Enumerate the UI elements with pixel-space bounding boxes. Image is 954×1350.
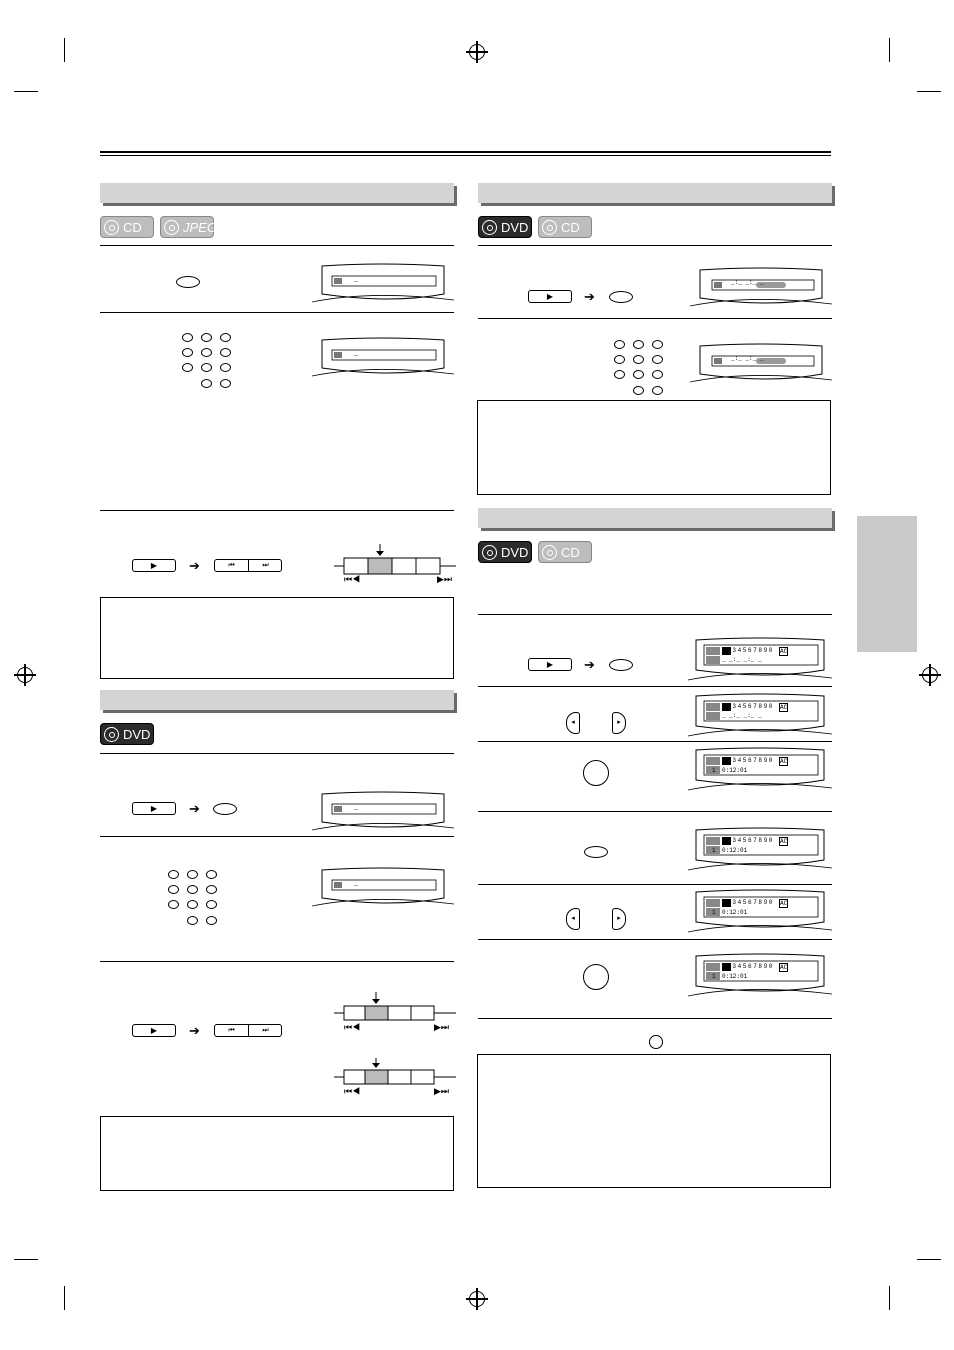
- crop-mark: [14, 91, 38, 92]
- number-key-1[interactable]: [614, 340, 625, 349]
- crop-mark: [917, 91, 941, 92]
- crop-mark: [917, 1259, 941, 1260]
- number-key-8[interactable]: [187, 900, 198, 909]
- note-box: [100, 1116, 454, 1191]
- badge-label: JPEG: [183, 220, 217, 235]
- skip-back-icon: ⏮: [228, 1027, 235, 1034]
- next-track-icon: ▶⏭: [434, 1022, 450, 1032]
- badge-label: CD: [561, 545, 580, 560]
- osd-track-number: 1: [712, 847, 716, 854]
- divider: [478, 811, 832, 812]
- right-button[interactable]: ▸: [612, 908, 626, 930]
- number-key-7[interactable]: [614, 370, 625, 379]
- next-track-icon: ▶⏭: [434, 1086, 450, 1096]
- registration-mark-icon: [17, 667, 33, 683]
- osd-time-entry: _:_ _:_ _: [731, 355, 764, 362]
- divider: [100, 961, 454, 962]
- divider: [100, 510, 454, 511]
- osd-marker-list: 1 2 3 4 5 6 7 8 9 0: [722, 757, 772, 764]
- disc-icon: [542, 220, 557, 235]
- crop-mark: [889, 38, 890, 62]
- number-key-6[interactable]: [206, 885, 217, 894]
- cd-badge: [100, 216, 154, 238]
- osd-entry: _: [354, 880, 359, 888]
- osd-time: 0:12:01: [722, 973, 748, 980]
- number-key-2[interactable]: [187, 870, 198, 879]
- registration-mark-icon: [922, 667, 938, 683]
- number-key-5[interactable]: [633, 355, 644, 364]
- tv-screen: [312, 790, 454, 834]
- osd-entry: _: [354, 350, 359, 358]
- badge-label: DVD: [501, 220, 529, 235]
- section-header: [478, 183, 832, 203]
- divider: [478, 245, 832, 246]
- divider: [100, 836, 454, 837]
- osd-audio-tag: AC: [780, 900, 788, 907]
- tv-screen: [690, 266, 832, 310]
- tv-screen: [688, 952, 832, 1000]
- prev-track-icon: ⏮◀: [344, 1086, 361, 1096]
- tv-screen: [690, 342, 832, 386]
- number-key-4[interactable]: [614, 355, 625, 364]
- skip-back-icon: ⏮: [228, 562, 235, 569]
- number-key-plus10[interactable]: [220, 379, 231, 388]
- osd-marker-list: 1 2 3 4 5 6 7 8 9 0: [722, 837, 772, 844]
- tv-screen: [312, 866, 454, 910]
- number-key-5[interactable]: [201, 348, 212, 357]
- badge-label: CD: [561, 220, 580, 235]
- disc-icon: [104, 727, 119, 742]
- registration-mark-icon: [469, 1291, 485, 1307]
- tv-screen: [312, 262, 454, 306]
- divider: [100, 312, 454, 313]
- osd-audio-tag: AC: [780, 648, 788, 655]
- disc-icon: [482, 545, 497, 560]
- jpeg-badge: [160, 216, 217, 238]
- osd-track-number: 1: [712, 909, 716, 916]
- skip-forward-icon: ⏭: [262, 1027, 269, 1034]
- skip-forward-icon: ⏭: [262, 562, 269, 569]
- crop-mark: [64, 38, 65, 62]
- osd-entry: _: [354, 804, 359, 812]
- section-header: [100, 183, 454, 203]
- number-key-5[interactable]: [187, 885, 198, 894]
- divider: [478, 741, 832, 742]
- osd-marker-list: 1 2 3 4 5 6 7 8 9 0: [722, 703, 772, 710]
- skip-button[interactable]: [214, 559, 282, 572]
- osd-audio-tag: AC: [780, 964, 788, 971]
- play-button[interactable]: ▶: [528, 658, 572, 671]
- osd-time: _ _:_ _:_ _: [722, 712, 762, 719]
- divider: [478, 614, 832, 615]
- play-button[interactable]: ▶: [132, 802, 176, 815]
- play-button[interactable]: ▶: [132, 1024, 176, 1037]
- disc-icon: [104, 220, 119, 235]
- enter-button[interactable]: [583, 760, 609, 786]
- number-key-3[interactable]: [220, 333, 231, 342]
- disc-icon: [164, 220, 179, 235]
- number-key-plus10[interactable]: [652, 386, 663, 395]
- osd-marker-list: 1 2 3 4 5 6 7 8 9 0: [722, 647, 772, 654]
- divider: [478, 686, 832, 687]
- registration-mark-icon: [469, 44, 485, 60]
- note-box: [100, 597, 454, 679]
- prev-track-icon: ⏮◀: [344, 574, 361, 584]
- number-key-4[interactable]: [182, 348, 193, 357]
- number-key-8[interactable]: [201, 363, 212, 372]
- number-key-2[interactable]: [633, 340, 644, 349]
- dvd-badge: [100, 723, 154, 745]
- number-key-plus10[interactable]: [206, 916, 217, 925]
- arrow-icon: ➔: [189, 558, 200, 573]
- crop-mark: [14, 1259, 38, 1260]
- crop-mark: [889, 1286, 890, 1310]
- tv-screen: [688, 746, 832, 794]
- osd-marker-list: 1 2 3 4 5 6 7 8 9 0: [722, 899, 772, 906]
- note-box: [477, 400, 831, 495]
- remote-button[interactable]: [176, 276, 200, 288]
- disc-icon: [542, 545, 557, 560]
- note-box: [477, 1054, 831, 1188]
- tv-screen: [688, 826, 832, 874]
- divider: [478, 939, 832, 940]
- inline-button-icon: [649, 1035, 663, 1049]
- left-button[interactable]: ◂: [566, 908, 580, 930]
- osd-marker-list: 1 2 3 4 5 6 7 8 9 0: [722, 963, 772, 970]
- arrow-icon: ➔: [189, 1023, 200, 1038]
- skip-button[interactable]: [214, 1024, 282, 1037]
- arrow-icon: ➔: [584, 289, 595, 304]
- play-button[interactable]: ▶: [132, 559, 176, 572]
- number-key-6[interactable]: [220, 348, 231, 357]
- osd-audio-tag: AC: [780, 704, 788, 711]
- number-key-2[interactable]: [201, 333, 212, 342]
- number-key-0[interactable]: [633, 386, 644, 395]
- play-button[interactable]: ▶: [528, 290, 572, 303]
- cd-badge: [538, 216, 592, 238]
- tv-screen: [688, 888, 832, 936]
- remote-button[interactable]: [584, 846, 608, 858]
- number-key-4[interactable]: [168, 885, 179, 894]
- dvd-badge: [478, 541, 532, 563]
- header-rule: [100, 155, 831, 156]
- number-key-7[interactable]: [168, 900, 179, 909]
- number-key-0[interactable]: [201, 379, 212, 388]
- remote-button[interactable]: [213, 803, 237, 815]
- prev-track-icon: ⏮◀: [344, 1022, 361, 1032]
- number-key-9[interactable]: [220, 363, 231, 372]
- osd-time-entry: _:_ _:_ _: [731, 279, 764, 286]
- disc-icon: [482, 220, 497, 235]
- number-key-9[interactable]: [206, 900, 217, 909]
- number-key-7[interactable]: [182, 363, 193, 372]
- osd-track-number: 1: [712, 767, 716, 774]
- badge-label: DVD: [501, 545, 529, 560]
- remote-button[interactable]: [609, 291, 633, 303]
- number-key-1[interactable]: [182, 333, 193, 342]
- number-key-6[interactable]: [652, 355, 663, 364]
- header-rule: [100, 151, 831, 153]
- right-button[interactable]: ▸: [612, 712, 626, 734]
- section-header: [100, 690, 454, 710]
- osd-time: 0:12:01: [722, 909, 748, 916]
- divider: [100, 245, 454, 246]
- divider: [100, 753, 454, 754]
- number-key-3[interactable]: [652, 340, 663, 349]
- dvd-badge: [478, 216, 532, 238]
- next-track-icon: ▶⏭: [437, 574, 453, 584]
- number-key-3[interactable]: [206, 870, 217, 879]
- remote-button[interactable]: [609, 659, 633, 671]
- enter-button[interactable]: [583, 964, 609, 990]
- arrow-icon: ➔: [189, 801, 200, 816]
- divider: [478, 1018, 832, 1019]
- cd-badge: [538, 541, 592, 563]
- number-key-9[interactable]: [652, 370, 663, 379]
- badge-label: DVD: [123, 727, 151, 742]
- osd-track-number: 1: [712, 973, 716, 980]
- divider: [478, 318, 832, 319]
- osd-time: 0:12:01: [722, 767, 748, 774]
- badge-label: CD: [123, 220, 142, 235]
- osd-time: _ _:_ _:_ _: [722, 656, 762, 663]
- arrow-icon: ➔: [584, 657, 595, 672]
- left-button[interactable]: ◂: [566, 712, 580, 734]
- osd-audio-tag: AC: [780, 758, 788, 765]
- osd-audio-tag: AC: [780, 838, 788, 845]
- section-header: [478, 508, 832, 528]
- number-key-8[interactable]: [633, 370, 644, 379]
- osd-entry: _: [354, 276, 359, 284]
- tv-screen: [312, 336, 454, 380]
- crop-mark: [64, 1286, 65, 1310]
- osd-time: 0:12:01: [722, 847, 748, 854]
- divider: [478, 884, 832, 885]
- side-tab: [857, 516, 917, 652]
- number-key-0[interactable]: [187, 916, 198, 925]
- number-key-1[interactable]: [168, 870, 179, 879]
